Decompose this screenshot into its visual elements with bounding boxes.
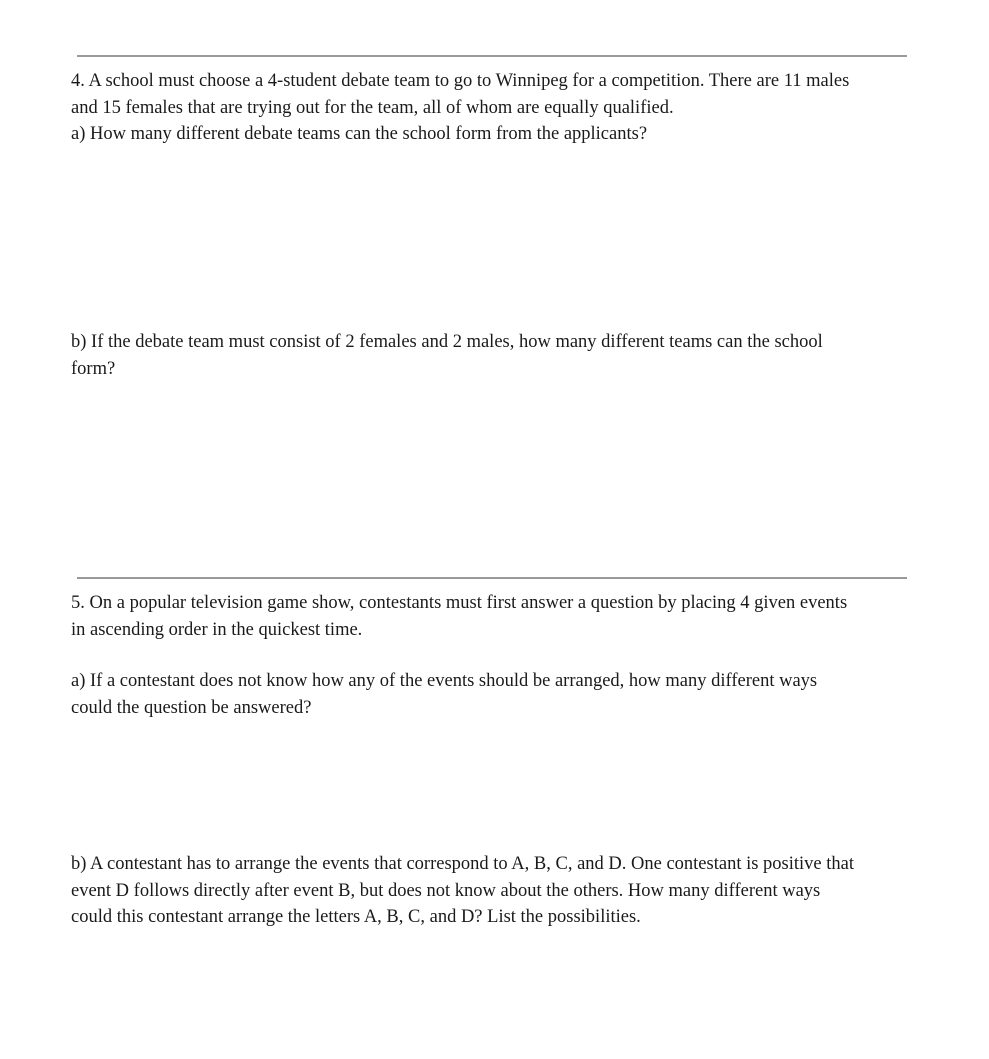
question-4-stem [71,68,849,121]
question-5-part-b-line-1: b) A contestant has to arrange the events that correspond to A, B, C, and D. One contestant is positive that [71,854,854,874]
question-5-part-b [71,851,854,931]
question-4-part-a-line-1: a) How many different debate teams can the school form from the applicants? [71,124,648,144]
question-4-part-a [71,121,647,148]
question-5-part-a-line-1: a) If a contestant does not know how any of the events should be arranged, how many different ways [71,671,818,691]
question-5-part-a [71,668,817,721]
question-4-part-b [71,329,823,382]
question-5-part-a-line-2: could the question be answered? [71,697,312,718]
question-5-stem-line-1: 5. On a popular television game show, contestants must first answer a question by placing 4 given events [71,593,848,613]
question-5-stem [71,590,847,643]
divider-middle [77,577,907,579]
question-4-part-b-line-1: b) If the debate team must consist of 2 females and 2 males, how many different teams can the school [71,332,823,352]
question-5-part-b-line-2: event D follows directly after event B, but does not know about the others. How many different ways [71,880,821,901]
question-5-stem-line-2: in ascending order in the quickest time. [71,619,363,640]
question-5-part-b-line-3: could this contestant arrange the letters A, B, C, and D? List the possibilities. [71,907,641,927]
question-4-part-b-line-2: form? [71,358,116,379]
divider-top [77,55,907,57]
question-4-stem-line-2: and 15 females that are trying out for the team, all of whom are equally qualified. [71,97,674,118]
question-4-stem-line-1: 4. A school must choose a 4-student debate team to go to Winnipeg for a competition. There are 11 males [71,71,850,91]
